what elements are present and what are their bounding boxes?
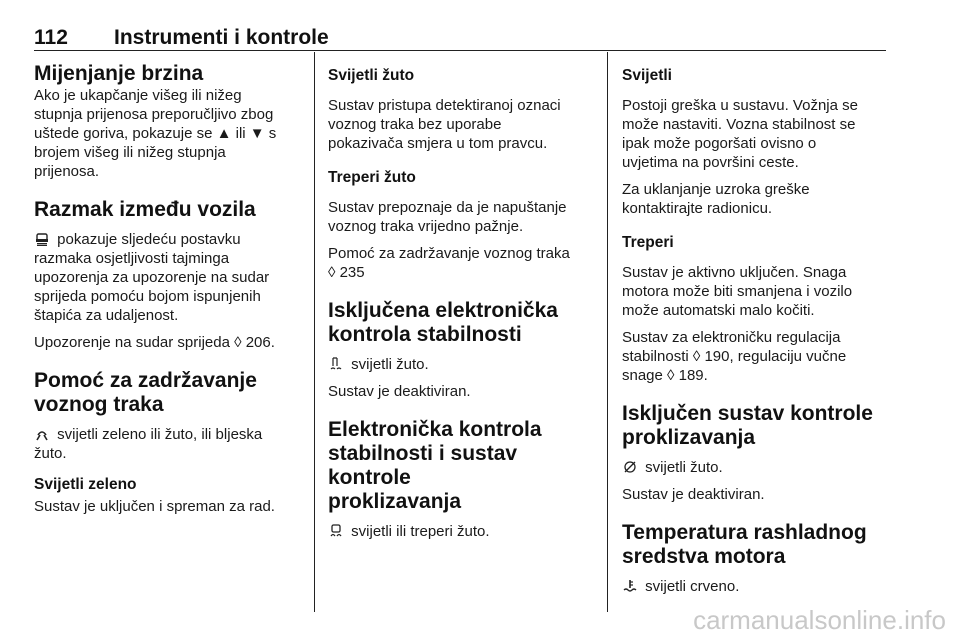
text-gear-shift: Ako je ukapčanje višeg ili nižeg stupnja prijenosa preporučljivo zbog uštede goriva, pokazuje se ▲ ili ▼ s brojem višeg ili nižeg stupnja prijenosa. <box>34 87 277 180</box>
heading-vehicle-distance: Razmak između vozila <box>34 198 256 221</box>
text-esc-off-1: svijetli žuto. <box>328 355 596 374</box>
text-coolant-temp: svijetli crveno. <box>622 577 890 596</box>
column-2 <box>328 62 596 541</box>
text-flashing-yellow: Sustav prepoznaje da je napuštanje voznog traka vrijedno pažnje. <box>328 199 567 235</box>
text-esc-off-2: Sustav je deaktiviran. <box>328 383 471 400</box>
heading-gear-shift: Mijenjanje brzina <box>34 62 204 85</box>
text-lane-keep-assist: svijetli zeleno ili žuto, ili bljeska žuto. <box>34 426 263 462</box>
text-collision-warning-ref: Upozorenje na sudar sprijeda ◊ 206. <box>34 334 275 351</box>
column-divider-1 <box>314 52 315 612</box>
chapter-title: Instrumenti i kontrole <box>114 26 329 49</box>
text-lights-1: Postoji greška u sustavu. Vožnja se može nastaviti. Vozna stabilnost se ipak može pogoršati ovisno o uvjetima na površini ceste. <box>622 97 858 171</box>
heading-lights-green: Svijetli zeleno <box>34 476 137 493</box>
page-number: 112 <box>34 26 68 49</box>
traction-control-off-icon <box>622 460 638 474</box>
text-flashing-2: Sustav za elektroničku regulacija stabilnosti ◊ 190, regulaciju vučne snage ◊ 189. <box>622 329 847 384</box>
text-lights-2: Za uklanjanje uzroka greške kontaktirajte radionicu. <box>622 181 810 217</box>
text-lights-green: Sustav je uključen i spreman za rad. <box>34 498 275 515</box>
heading-lights-yellow: Svijetli žuto <box>328 67 415 84</box>
lane-keep-icon <box>34 427 50 441</box>
esc-off-icon <box>328 357 344 371</box>
text-flashing-1: Sustav je aktivno uključen. Snaga motora može biti smanjena i vozilo može automatski malo kočiti. <box>622 264 853 319</box>
text-lane-keep-ref: Pomoć za zadržavanje voznog traka ◊ 235 <box>328 245 570 281</box>
vehicle-ahead-icon <box>34 232 50 246</box>
column-1 <box>34 62 302 516</box>
text-tc-off-2: Sustav je deaktiviran. <box>622 486 765 503</box>
heading-esc-off: Isključena elektronička kontrola stabilnosti <box>328 299 558 346</box>
watermark: carmanualsonline.info <box>693 605 946 635</box>
text-vehicle-distance: pokazuje sljedeću postavku razmaka osjetljivosti tajminga upozorenja za upozorenje na sudar sprijeda pomoću bojom ispunjenih štapića za udaljenost. <box>34 231 270 324</box>
text-tc-off-1: svijetli žuto. <box>622 458 890 477</box>
heading-esc-tc: Elektronička kontrola stabilnosti i sustav kontrole proklizavanja <box>328 418 542 513</box>
esc-icon <box>328 524 344 538</box>
column-3 <box>622 62 890 596</box>
column-divider-2 <box>607 52 608 612</box>
heading-lane-keep-assist: Pomoć za zadržavanje voznog traka <box>34 369 257 416</box>
text-esc-tc: svijetli ili treperi žuto. <box>328 522 596 541</box>
heading-flashing: Treperi <box>622 234 674 251</box>
page-header <box>34 26 329 50</box>
heading-tc-off: Isključen sustav kontrole proklizavanja <box>622 402 873 449</box>
text-lights-yellow: Sustav pristupa detektiranoj oznaci voznog traka bez uporabe pokazivača smjera u tom pravcu. <box>328 97 561 152</box>
header-rule <box>34 50 886 51</box>
heading-flashing-yellow: Treperi žuto <box>328 169 416 186</box>
heading-lights: Svijetli <box>622 67 672 84</box>
heading-coolant-temp: Temperatura rashladnog sredstva motora <box>622 521 867 568</box>
coolant-temperature-icon <box>622 579 638 593</box>
